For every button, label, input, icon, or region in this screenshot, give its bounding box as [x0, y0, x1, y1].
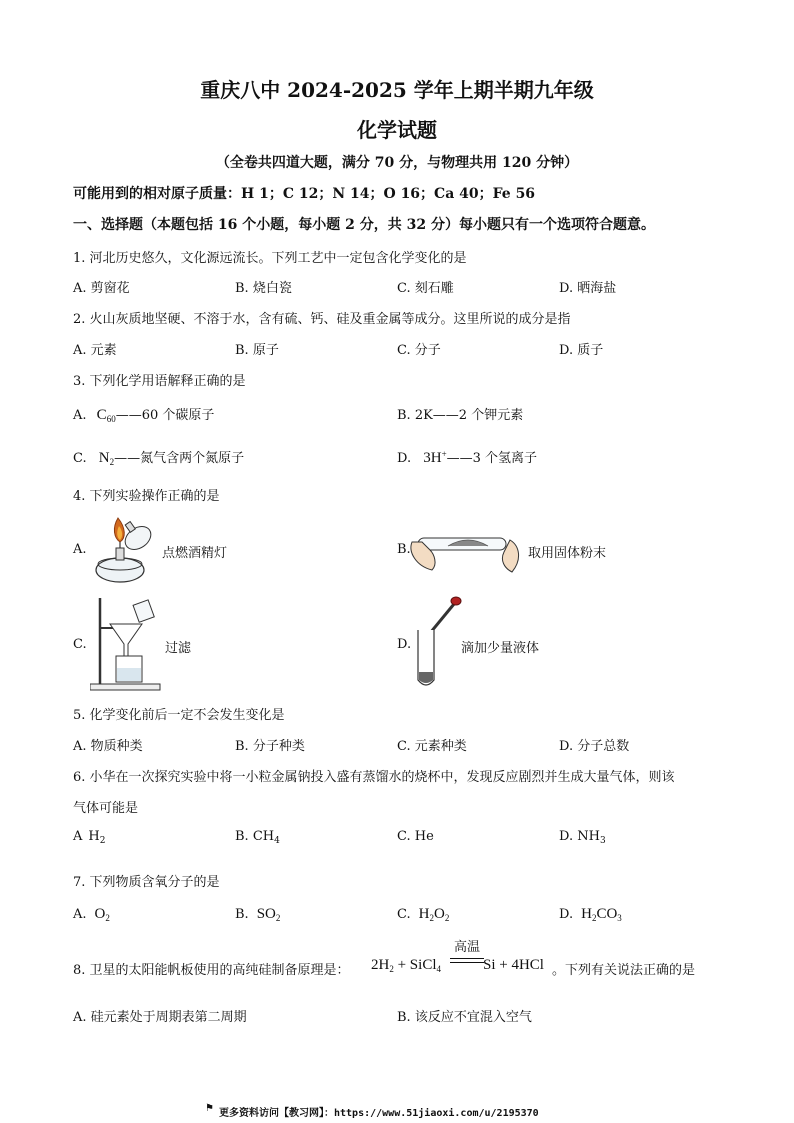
exam-title: 重庆八中 2024-2025 学年上期半期九年级	[200, 78, 594, 102]
formula-subscript: 2	[591, 913, 597, 923]
formula-o2	[95, 906, 110, 922]
formula-subscript: 2	[444, 913, 450, 923]
formula-symbol: N	[98, 450, 110, 466]
question-3-stem: 3. 下列化学用语解释正确的是	[73, 374, 246, 389]
formula-n2	[99, 450, 114, 466]
q6-option-a	[73, 829, 105, 846]
formula-symbol: O	[433, 906, 445, 922]
option-text: ——60 个碳原子	[115, 408, 215, 423]
option-label: C.	[397, 907, 411, 922]
formula-3h-plus	[423, 450, 446, 466]
option-text: D. NH	[559, 829, 600, 844]
formula-subscript: 2	[429, 913, 434, 923]
option-text: B. CH	[235, 829, 275, 844]
q4-option-c-text: 过滤	[165, 641, 192, 656]
option-label: A	[73, 829, 83, 844]
equals-sign	[450, 958, 484, 963]
formula-symbol: O	[94, 906, 106, 922]
filtration-apparatus-image	[90, 594, 168, 694]
option-label: A.	[73, 408, 87, 423]
question-5-stem: 5. 化学变化前后一定不会发生变化是	[73, 708, 285, 723]
formula-h2o2	[419, 906, 450, 922]
question-6-stem-line1: 6. 小华在一次探究实验中将一小粒金属钠投入盛有蒸馏水的烧杯中，发现反应剧烈并生成大量气体，则该	[73, 770, 675, 785]
formula-symbol: C	[96, 407, 107, 423]
formula-subscript: 2	[109, 457, 115, 467]
section-heading: 一、选择题（本题包括 16 个小题，每小题 2 分，共 32 分）每小题只有一个选项符合题意。	[73, 217, 655, 233]
q8-option-b: B. 该反应不宜混入空气	[397, 1010, 532, 1025]
q6-option-d	[559, 829, 606, 846]
q5-option-b: B. 分子种类	[235, 739, 305, 754]
formula-symbol: SO	[256, 906, 276, 922]
q7-option-d	[559, 906, 622, 923]
dropper-test-tube-image	[410, 594, 465, 694]
q1-option-a: A. 剪窗花	[73, 281, 130, 296]
option-text: ——氮气含两个氮原子	[114, 451, 245, 466]
formula-symbol: H	[88, 829, 100, 844]
formula-subscript: 4	[436, 964, 441, 974]
q3-option-b: B. 2K——2 个钾元素	[397, 408, 524, 423]
formula-subscript: 60	[106, 414, 116, 424]
reaction-condition	[450, 941, 484, 963]
formula-symbol: H	[581, 906, 592, 922]
option-label: A.	[73, 907, 87, 922]
formula-symbol: + SiCl	[393, 957, 437, 973]
formula-symbol: 2H	[371, 957, 390, 973]
question-7-stem: 7. 下列物质含氧分子的是	[73, 875, 220, 890]
q5-option-a: A. 物质种类	[73, 739, 143, 754]
formula-subscript: 2	[105, 913, 110, 923]
q6-option-b	[235, 829, 280, 846]
option-label: D.	[559, 907, 574, 922]
q4-option-a-label: A.	[73, 542, 87, 557]
formula-symbol: H	[418, 906, 430, 922]
q2-option-a: A. 元素	[73, 343, 117, 358]
formula-subscript: 3	[599, 836, 606, 846]
q2-option-c: C. 分子	[397, 343, 441, 358]
formula-h2	[88, 829, 105, 844]
q7-option-c	[397, 906, 449, 923]
atomic-masses: 可能用到的相对原子质量：H 1；C 12；N 14；O 16；Ca 40；Fe 56	[73, 186, 536, 202]
formula-c60	[97, 407, 116, 423]
q5-option-d: D. 分子总数	[559, 739, 630, 754]
q3-option-d	[397, 447, 537, 467]
q7-option-a	[73, 906, 110, 923]
question-2-stem: 2. 火山灰质地坚硬、不溶于水，含有硫、钙、硅及重金属等成分。这里所说的成分是指	[73, 312, 571, 327]
q4-option-d-label: D.	[397, 637, 412, 652]
q1-option-b: B. 烧白瓷	[235, 281, 292, 296]
exam-note: （全卷共四道大题，满分 70 分，与物理共用 120 分钟）	[215, 155, 579, 171]
question-1-stem: 1. 河北历史悠久，文化源远流长。下列工艺中一定包含化学变化的是	[73, 251, 467, 266]
q2-option-d: D. 质子	[559, 343, 604, 358]
formula-subscript: 2	[99, 836, 106, 846]
formula-subscript: 4	[274, 836, 280, 846]
option-label: D.	[397, 451, 412, 466]
formula-subscript: 2	[275, 913, 281, 923]
formula-symbol: 3H	[423, 450, 442, 466]
option-label: B.	[235, 907, 249, 922]
question-8-stem-tail: 。下列有关说法正确的是	[552, 963, 696, 978]
q5-option-c: C. 元素种类	[397, 739, 467, 754]
q3-option-c	[73, 447, 244, 467]
q7-option-b	[235, 906, 280, 923]
question-4-stem: 4. 下列实验操作正确的是	[73, 489, 220, 504]
formula-symbol: CO	[596, 906, 618, 922]
q6-option-c: C. He	[397, 829, 434, 844]
test-tube-powder-image	[408, 520, 526, 580]
formula-superscript: +	[441, 449, 447, 459]
q4-option-a-text: 点燃酒精灯	[162, 546, 228, 561]
reaction-equation-left	[371, 957, 441, 974]
question-8-stem: 8. 卫星的太阳能帆板使用的高纯硅制备原理是：	[73, 963, 350, 978]
question-6-stem-line2: 气体可能是	[73, 801, 139, 816]
formula-h2co3	[581, 906, 622, 922]
reaction-equation-right: Si + 4HCl	[483, 957, 544, 973]
option-label: C.	[73, 451, 87, 466]
reaction-condition-text: 高温	[453, 940, 480, 955]
q4-option-b-text: 取用固体粉末	[528, 546, 607, 561]
q4-option-b-label: B.	[397, 542, 411, 557]
q2-option-b: B. 原子	[235, 343, 279, 358]
q4-option-d-text: 滴加少量液体	[461, 641, 540, 656]
footer-link[interactable]: 更多资料访问【教习网】：https://www.51jiaoxi.com/u/2195370	[219, 1108, 539, 1119]
formula-subscript: 2	[389, 964, 394, 974]
q3-option-a	[73, 404, 214, 424]
subject-title: 化学试题	[357, 118, 437, 142]
flag-icon: ⚑	[205, 1103, 214, 1114]
q8-option-a: A. 硅元素处于周期表第二周期	[73, 1010, 247, 1025]
option-text: ——3 个氢离子	[446, 451, 538, 466]
formula-subscript: 3	[617, 913, 622, 923]
q1-option-d: D. 晒海盐	[559, 281, 617, 296]
q4-option-c-label: C.	[73, 637, 87, 652]
formula-so2	[257, 906, 281, 922]
q1-option-c: C. 刻石雕	[397, 281, 454, 296]
alcohol-lamp-lighting-image	[90, 508, 165, 586]
